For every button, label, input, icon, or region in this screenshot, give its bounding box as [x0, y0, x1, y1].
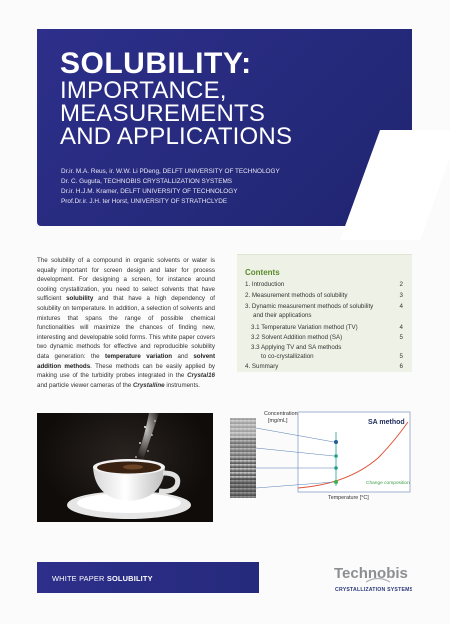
intro-bold: solubility — [66, 295, 94, 303]
page-title-line-3: AND APPLICATIONS — [60, 123, 293, 150]
intro-text: and particle viewer cameras of the — [37, 381, 133, 389]
toc-item-label: 3.3 Applying TV and SA methods — [251, 344, 342, 351]
toc-item[interactable] — [245, 281, 403, 289]
contents-box — [237, 254, 412, 372]
intro-paragraph — [37, 256, 215, 390]
contents-title: Contents — [245, 268, 280, 277]
toc-item-label: 3. Dynamic measurement methods of solubility — [245, 303, 374, 310]
footer-bold: SOLUBILITY — [106, 574, 153, 583]
toc-item-label: 1. Introduction — [245, 281, 285, 288]
author-line: Prof.Dr.ir. J.H. ter Horst, UNIVERSITY OF STRATHCLYDE — [61, 198, 228, 205]
toc-item-continuation — [261, 353, 403, 361]
page-title-bold: SOLUBILITY: — [60, 47, 252, 80]
toc-item-continuation — [253, 312, 403, 320]
technobis-logo — [332, 560, 412, 596]
page-title-line-2: MEASUREMENTS — [60, 100, 266, 127]
technobis-logo-mark — [332, 560, 412, 596]
logo-tagline: CRYSTALLIZATION SYSTEMS — [335, 587, 412, 593]
page-title-line-1: IMPORTANCE, — [60, 77, 227, 104]
toc-item[interactable] — [251, 334, 403, 342]
toc-item-page: 5 — [399, 353, 403, 360]
y-axis-unit: [mg/mL] — [268, 418, 288, 424]
toc-item-page: 3 — [399, 292, 403, 299]
footer-prefix: WHITE PAPER — [52, 574, 107, 583]
toc-item-label: to co-crystallization — [261, 353, 314, 360]
toc-item-page: 5 — [399, 334, 403, 341]
coffee-cup-illustration — [37, 413, 213, 522]
coffee-cup-photo — [37, 413, 213, 522]
toc-item[interactable] — [251, 324, 403, 332]
method-label: SA method — [368, 419, 405, 426]
footer-label — [52, 574, 153, 583]
toc-item-label: 3.2 Solvent Addition method (SA) — [251, 334, 343, 341]
toc-item[interactable] — [245, 292, 403, 300]
x-axis-label: Temperature [°C] — [328, 495, 369, 500]
sa-method-svg — [228, 408, 414, 500]
logo-wordmark: Technobis — [334, 565, 408, 582]
intro-bold: temperature variation — [105, 352, 173, 360]
author-line: Dr.ir. M.A. Reus, ir. W.W. Li PDeng, DELFT UNIVERSITY OF TECHNOLOGY — [61, 168, 280, 175]
intro-text: The solubility of a compound in organic solvents or water is equally important for screen design and later for process development. For designing a screen, for instance around cooling crystallization, you need to select solvents that have sufficient — [37, 257, 215, 303]
intro-text: and that have a high dependency of solubility on temperature. In addition, a selection of solvents and mixtures that spans the range of possible chemical functionalities will maximize the chances of finding new, interesting and developable solid forms. This white paper covers two dynamic methods for effective and reproducible solubility data generation: the — [37, 295, 215, 360]
toc-item-label: 2. Measurement methods of solubility — [245, 292, 348, 299]
toc-item-page: 2 — [399, 281, 403, 288]
toc-item-label: 4. Summary — [245, 363, 279, 370]
toc-item[interactable] — [245, 363, 403, 371]
y-axis-label: Concentration — [264, 411, 298, 417]
sa-method-diagram — [228, 408, 414, 500]
toc-item-label: 3.1 Temperature Variation method (TV) — [251, 324, 358, 331]
toc-item-page: 6 — [399, 363, 403, 370]
intro-text: . These methods can be easily applied by making use of the turbidity probes integrated in the — [37, 362, 215, 380]
intro-product-name: Crystalline — [132, 381, 165, 389]
toc-item-page: 4 — [399, 324, 403, 331]
toc-item-page: 4 — [399, 303, 403, 310]
author-list — [61, 167, 280, 207]
toc-item-label: and their applications — [253, 312, 312, 319]
author-line: Dr.ir. H.J.M. Kramer, DELFT UNIVERSITY OF TECHNOLOGY — [61, 188, 238, 195]
change-composition-label: Change composition — [366, 481, 410, 486]
intro-text: instruments. — [164, 381, 201, 389]
intro-product-name: Crystal16 — [187, 372, 215, 380]
toc-item[interactable] — [245, 303, 403, 311]
toc-item[interactable] — [251, 344, 403, 352]
author-line: Dr. C. Guguta, TECHNOBIS CRYSTALLIZATION SYSTEMS — [61, 178, 233, 185]
intro-bold: solvent addition methods — [37, 352, 216, 370]
intro-text: and — [172, 352, 194, 360]
